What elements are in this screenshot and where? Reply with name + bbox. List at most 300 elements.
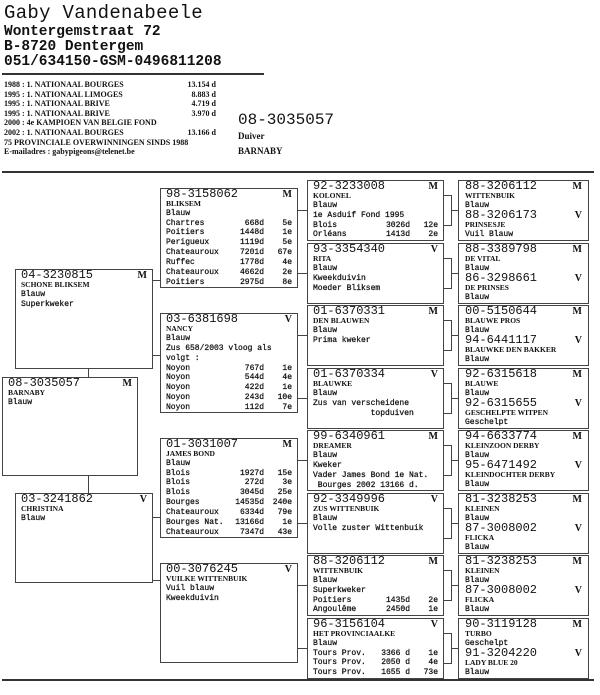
bird-info: Blauw — [313, 200, 338, 210]
bird-info: Blauw — [21, 513, 46, 523]
bird-name: WITTENBUIK — [465, 191, 516, 200]
bird-name: HET PROVINCIAALKE — [313, 629, 396, 638]
ring-number: 96-3156104 — [313, 618, 386, 631]
result-rank: 4e — [428, 658, 438, 668]
ring-number: 94-6633774 — [465, 430, 538, 443]
owner-name: Gaby Vandenabeele — [4, 2, 203, 24]
ancestor-card[interactable] — [458, 368, 589, 399]
bird-info: Blauw — [465, 450, 490, 460]
sex-marker: V — [430, 619, 438, 630]
bird-name: NANCY — [166, 324, 194, 333]
connector-line — [298, 398, 307, 399]
bird-info: Blauw — [313, 575, 338, 585]
bird-info: Blauw — [465, 325, 490, 335]
result-row — [166, 248, 292, 258]
result-rank: 5e — [282, 218, 292, 228]
sex-marker: M — [282, 439, 292, 450]
sex-marker: V — [139, 494, 147, 505]
ancestor-card[interactable] — [458, 180, 589, 211]
result-place: Angoulême — [313, 605, 357, 615]
achievement-value: 3.970 d — [191, 108, 216, 118]
result-rank: 5e — [282, 238, 292, 248]
bird-name: RITA — [313, 254, 332, 263]
result-place: Perigueux — [166, 238, 210, 248]
ring-number: 03-3241862 — [21, 493, 94, 506]
result-distance: 272d — [244, 478, 264, 488]
bird-info: Blauw — [166, 458, 191, 468]
owner-city: B-8720 Dentergem — [4, 39, 144, 55]
bird-info: Blauw — [465, 479, 490, 489]
achievement-text: 2002 : 1. NATIONAAL BOURGES — [4, 127, 124, 137]
bird-info: Kweker — [313, 460, 342, 470]
result-rank: 1e — [282, 228, 292, 238]
bird-name: BLAUWE — [465, 379, 499, 388]
bird-info: Blauw — [465, 263, 490, 273]
achievement-row — [4, 109, 216, 119]
result-place: Tours Prov. — [313, 668, 366, 678]
subject-sex-label: Duiver — [238, 131, 265, 141]
bird-name: VUILKE WITTENBUIK — [166, 574, 248, 583]
bird-name: KOLONEL — [313, 191, 351, 200]
owner-phone: 051/634150-GSM-0496811208 — [4, 54, 222, 70]
result-row — [166, 373, 292, 383]
result-place: Bourges — [166, 498, 200, 508]
bird-info: Zus 658/2003 vloog als — [166, 343, 272, 353]
result-row — [313, 668, 438, 678]
connector-line — [451, 460, 458, 461]
result-row — [166, 238, 292, 248]
result-rank: 43e — [277, 527, 292, 537]
connector-line — [88, 476, 89, 493]
result-place: Chateauroux — [166, 527, 219, 537]
sex-marker: M — [282, 189, 292, 200]
result-distance: 13166d — [235, 518, 264, 528]
connector-line — [153, 580, 160, 581]
ring-number: 95-6471492 — [465, 460, 538, 472]
bird-name: FLICKA — [465, 533, 495, 542]
sex-marker: V — [574, 273, 582, 284]
bird-info: Blauw — [166, 208, 191, 218]
ancestor-card[interactable] — [458, 555, 589, 586]
bird-name: BARNABY — [8, 388, 46, 397]
bird-name: SCHONE BLIKSEM — [21, 280, 90, 289]
connector-line — [153, 280, 160, 281]
sex-marker: V — [574, 210, 582, 221]
ring-number: 08-3035057 — [8, 377, 81, 390]
bird-info: Prima kweker — [313, 335, 371, 345]
sire-card[interactable] — [15, 269, 153, 369]
sex-marker: V — [574, 523, 582, 534]
subject-ring-number: 08-3035057 — [238, 111, 335, 129]
ring-number: 86-3298661 — [465, 273, 538, 285]
sex-marker: M — [572, 494, 582, 505]
connector-line — [451, 648, 458, 649]
bird-name: KLEINEN — [465, 504, 500, 513]
achievement-row — [4, 90, 216, 100]
achievement-value: 4.719 d — [191, 99, 216, 109]
result-row — [166, 478, 292, 488]
result-rank: 67e — [277, 248, 292, 258]
result-distance: 422d — [244, 383, 264, 393]
result-distance: 7347d — [239, 527, 264, 537]
achievement-row — [4, 147, 216, 157]
result-rank: 240e — [272, 498, 292, 508]
result-distance: 1413d — [385, 230, 410, 240]
ancestor-card[interactable] — [458, 398, 589, 429]
ancestor-card[interactable] — [458, 523, 589, 554]
ring-number: 81-3238253 — [465, 493, 538, 506]
header-divider — [2, 73, 264, 75]
result-row — [313, 658, 438, 668]
bird-info: Blauw — [313, 263, 338, 273]
result-rank: 73e — [423, 668, 438, 678]
achievement-text: 75 PROVINCIALE OVERWINNINGEN SINDS 1988 — [4, 137, 189, 147]
bird-name: DE VITAL — [465, 254, 501, 263]
grandparent-card[interactable] — [160, 313, 298, 413]
result-rank: 1e — [282, 518, 292, 528]
result-row — [166, 364, 292, 374]
bird-info: Bourges 2002 13166 d. — [313, 480, 419, 490]
ancestor-card[interactable] — [458, 335, 589, 366]
bird-info: Blauw — [313, 450, 338, 460]
bird-info: topduiven — [313, 408, 414, 418]
achievement-text: 1995 : 1. NATIONAAL LIMOGES — [4, 89, 123, 99]
bird-info: Blauw — [8, 397, 33, 407]
achievement-text: 1988 : 1. NATIONAAL BOURGES — [4, 80, 124, 89]
result-row — [166, 469, 292, 479]
bird-info: Blauw — [465, 604, 490, 614]
bird-name: PRINSESJE — [465, 220, 506, 229]
result-place: Tours Prov. — [313, 658, 366, 668]
ring-number: 87-3008002 — [465, 585, 538, 597]
result-distance: 544d — [244, 373, 264, 383]
result-row — [166, 228, 292, 238]
result-rank: 15e — [277, 468, 292, 478]
result-distance: 2450d — [385, 605, 410, 615]
result-row — [166, 508, 292, 518]
result-place: Chateauroux — [166, 508, 219, 518]
result-row — [166, 278, 292, 288]
ring-number: 90-3119128 — [465, 618, 538, 631]
sex-marker: V — [574, 648, 582, 659]
grandparent-card[interactable] — [160, 188, 298, 288]
achievement-text: E-mailadres : gabypigeons@telenet.be — [4, 147, 135, 157]
subject-name: BARNABY — [238, 146, 283, 156]
sex-marker: M — [137, 270, 147, 281]
bird-info: Blauw — [166, 333, 191, 343]
ancestor-card[interactable] — [458, 243, 589, 274]
result-distance: 668d — [244, 218, 264, 228]
result-distance: 6334d — [239, 508, 264, 518]
connector-line — [88, 369, 89, 377]
bird-info: Kweekduivin — [166, 593, 219, 603]
ancestor-card[interactable] — [458, 273, 589, 304]
ring-number: 99-6340961 — [313, 430, 386, 443]
great-grandparent-card[interactable] — [307, 368, 444, 429]
sex-marker: V — [574, 398, 582, 409]
bird-name: LADY BLUE 20 — [465, 658, 518, 667]
ring-number: 92-3349996 — [313, 493, 386, 506]
bird-info: Blauw — [465, 513, 490, 523]
sex-marker: M — [572, 556, 582, 567]
bird-info: Kweekduivin — [313, 273, 366, 283]
sex-marker: V — [574, 335, 582, 346]
result-row — [166, 393, 292, 403]
result-place: Bourges Nat. — [166, 518, 224, 528]
sex-marker: V — [430, 369, 438, 380]
connector-line — [451, 273, 458, 274]
result-rank: 8e — [282, 277, 292, 287]
ring-number: 01-6370334 — [313, 368, 386, 381]
connector-line — [451, 335, 458, 336]
ring-row — [313, 244, 438, 255]
grandparent-card[interactable] — [160, 438, 298, 538]
result-row — [166, 518, 292, 528]
bird-info: Geschelpt — [465, 638, 509, 648]
result-place: Poitiers — [166, 228, 205, 238]
bird-name: KLEINEN — [465, 566, 500, 575]
result-rank: 4e — [282, 258, 292, 268]
result-row — [166, 219, 292, 229]
bird-name: BLAUWKE — [313, 379, 353, 388]
ring-number: 94-6441117 — [465, 335, 538, 347]
result-place: Noyon — [166, 363, 191, 373]
result-distance: 1655 d — [381, 668, 410, 678]
bird-info: Blauw — [465, 200, 490, 210]
achievement-row — [4, 118, 216, 128]
achievement-text: 1995 : 1. NATIONAAL BRIVE — [4, 99, 110, 109]
achievement-row — [4, 128, 216, 138]
pedigree-top-divider — [2, 171, 594, 173]
great-grandparent-card[interactable] — [307, 305, 444, 366]
ring-number: 01-3031007 — [166, 438, 239, 451]
result-rank: 1e — [282, 383, 292, 393]
result-rank: 1e — [428, 605, 438, 615]
bird-name: DE PRINSES — [465, 283, 509, 292]
sex-marker: M — [428, 556, 438, 567]
ring-number: 92-3233008 — [313, 180, 386, 193]
result-place: Ruffec — [166, 258, 195, 268]
sex-marker: V — [284, 564, 292, 575]
result-place: Poitiers — [313, 595, 352, 605]
sex-marker: V — [284, 314, 292, 325]
result-distance: 14535d — [235, 498, 264, 508]
result-place: Orléans — [313, 230, 347, 240]
connector-line — [451, 398, 458, 399]
result-row — [166, 498, 292, 508]
result-row — [313, 596, 438, 606]
result-rank: 2e — [428, 595, 438, 605]
ring-number: 03-6381698 — [166, 313, 239, 326]
bird-name: CHRISTINA — [21, 504, 64, 513]
result-rank: 25e — [277, 488, 292, 498]
connector-line — [298, 648, 307, 649]
result-row — [313, 221, 438, 231]
result-place: Noyon — [166, 393, 191, 403]
sex-marker: M — [572, 369, 582, 380]
sex-marker: M — [428, 306, 438, 317]
ring-number: 88-3206112 — [465, 180, 538, 193]
ring-number: 92-6315618 — [465, 368, 538, 381]
result-rank: 1e — [428, 648, 438, 658]
achievements-list — [4, 80, 216, 157]
dam-card[interactable] — [15, 493, 153, 583]
bird-info: Blauw — [465, 667, 490, 677]
result-place: Blois — [166, 468, 191, 478]
bird-info: Zus van verscheidene — [313, 398, 410, 408]
result-row — [166, 383, 292, 393]
achievement-row — [4, 80, 216, 90]
sex-marker: M — [428, 181, 438, 192]
great-grandparent-card[interactable] — [307, 555, 444, 616]
great-grandparent-card[interactable] — [307, 493, 444, 554]
ring-number: 04-3230815 — [21, 269, 94, 282]
result-place: Chateauroux — [166, 268, 219, 278]
bird-name: KLEINZOON DERBY — [465, 441, 540, 450]
sex-marker: M — [572, 181, 582, 192]
ring-number: 87-3008002 — [465, 523, 538, 535]
result-distance: 767d — [244, 363, 264, 373]
result-distance: 1435d — [385, 595, 410, 605]
result-place: Noyon — [166, 403, 191, 413]
bird-name: WITTENBUIK — [313, 566, 364, 575]
sex-marker: M — [572, 431, 582, 442]
bird-name: KLEINDOCHTER DERBY — [465, 470, 556, 479]
bird-info: Blauw — [313, 513, 338, 523]
result-place: Blois — [166, 478, 191, 488]
subject-card[interactable] — [2, 377, 138, 476]
connector-line — [153, 355, 160, 356]
result-distance: 7201d — [239, 248, 264, 258]
result-distance: 1778d — [239, 258, 264, 268]
achievement-value: 13.154 d — [187, 80, 216, 89]
sex-marker: V — [574, 460, 582, 471]
ring-number: 92-6315655 — [465, 398, 538, 410]
result-rank: 3e — [282, 478, 292, 488]
bird-info: Blauw — [465, 575, 490, 585]
great-grandparent-card[interactable] — [307, 180, 444, 241]
sex-marker: M — [428, 431, 438, 442]
result-distance: 3366 d — [381, 648, 410, 658]
bird-info: volgt : — [166, 353, 200, 363]
bird-info: Volle zuster Wittenbuik — [313, 523, 424, 533]
result-distance: 1927d — [239, 468, 264, 478]
bird-name: BLAUWKE DEN BAKKER — [465, 345, 557, 354]
bird-info: Moeder Bliksem — [313, 283, 381, 293]
bird-name: TURBO — [465, 629, 492, 638]
bird-info: Blauw — [313, 638, 338, 648]
connector-line — [298, 210, 307, 211]
sex-marker: M — [572, 244, 582, 255]
bird-name: DEN BLAUWEN — [313, 316, 370, 325]
ancestor-card[interactable] — [458, 210, 589, 241]
connector-line — [451, 585, 458, 586]
achievement-value: 13.166 d — [187, 127, 216, 137]
ancestor-card[interactable] — [458, 430, 589, 461]
result-rank: 10e — [277, 393, 292, 403]
ring-number: 81-3238253 — [465, 555, 538, 568]
connector-line — [298, 523, 307, 524]
result-place: Noyon — [166, 373, 191, 383]
sex-marker: V — [574, 585, 582, 596]
result-row — [313, 605, 438, 615]
bird-info: Blauw — [465, 542, 490, 552]
achievement-text: 1995 : 1. NATIONAAL BRIVE — [4, 108, 110, 118]
result-row — [166, 268, 292, 278]
bird-name: GESCHELPTE WITPEN — [465, 408, 549, 417]
bird-info: Blauw — [465, 354, 490, 364]
great-grandparent-card[interactable] — [307, 618, 444, 679]
ring-number: 00-5150644 — [465, 305, 538, 318]
bird-name: JAMES BOND — [166, 449, 215, 458]
ancestor-card[interactable] — [458, 585, 589, 616]
result-distance: 243d — [244, 393, 264, 403]
ancestor-card[interactable] — [458, 648, 589, 679]
achievement-text: 2000 : 4e KAMPIOEN VAN BELGIE FOND — [4, 118, 157, 128]
bird-name: BLAUWE PROS — [465, 316, 521, 325]
result-row — [166, 258, 292, 268]
result-place: Poitiers — [166, 277, 205, 287]
result-distance: 2050 d — [381, 658, 410, 668]
result-place: Noyon — [166, 383, 191, 393]
result-distance: 4662d — [239, 268, 264, 278]
connector-line — [298, 585, 307, 586]
bird-info: Geschelpt — [465, 417, 509, 427]
great-grandparent-card[interactable] — [307, 430, 444, 491]
result-row — [313, 230, 438, 240]
result-distance: 3026d — [385, 220, 410, 230]
sex-marker: M — [572, 619, 582, 630]
achievement-value: 8.883 d — [191, 89, 216, 99]
bird-name: DREAMER — [313, 441, 352, 450]
result-rank: 79e — [277, 508, 292, 518]
result-place: Chartres — [166, 218, 205, 228]
grandparent-card[interactable] — [160, 563, 298, 663]
sex-marker: V — [430, 494, 438, 505]
bird-name: FLICKA — [465, 595, 495, 604]
bird-info: Superkweker — [313, 585, 366, 595]
great-grandparent-card[interactable] — [307, 243, 444, 304]
bird-name: ZUS WITTENBUIK — [313, 504, 380, 513]
ancestor-card[interactable] — [458, 305, 589, 336]
bird-info: Blauw — [465, 388, 490, 398]
pedigree-bottom-divider — [2, 679, 594, 681]
bird-info: Blauw — [313, 388, 338, 398]
ancestor-card[interactable] — [458, 618, 589, 649]
ancestor-card[interactable] — [458, 460, 589, 491]
result-distance: 3045d — [239, 488, 264, 498]
connector-line — [451, 210, 458, 211]
ring-number: 00-3076245 — [166, 563, 239, 576]
ring-number: 01-6370331 — [313, 305, 386, 318]
connector-line — [451, 523, 458, 524]
ring-number: 91-3204220 — [465, 648, 538, 660]
ancestor-card[interactable] — [458, 493, 589, 524]
connector-line — [298, 460, 307, 461]
owner-street: Wontergemstraat 72 — [4, 24, 161, 40]
sex-marker: M — [122, 378, 132, 389]
achievement-row — [4, 138, 216, 148]
result-place: Tours Prov. — [313, 648, 366, 658]
sex-marker: V — [430, 244, 438, 255]
result-place: Chateauroux — [166, 248, 219, 258]
ring-number: 88-3206173 — [465, 210, 538, 222]
result-distance: 1448d — [239, 228, 264, 238]
ring-number: 88-3389798 — [465, 243, 538, 256]
bird-info: Blauw — [465, 292, 490, 302]
result-rank: 1e — [282, 363, 292, 373]
ring-number: 88-3206112 — [313, 555, 386, 568]
